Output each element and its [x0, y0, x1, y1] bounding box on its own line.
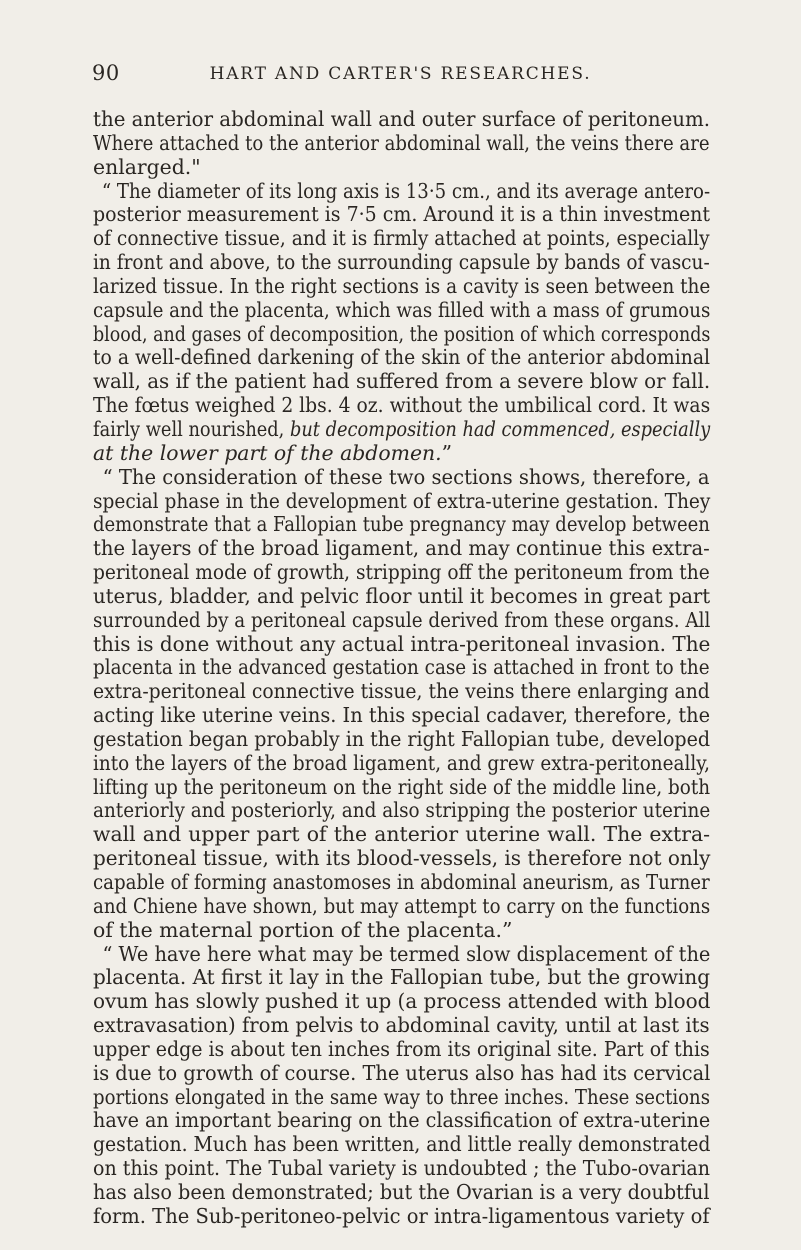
text-line: enlarged." [93, 154, 201, 179]
text-line: this is done without any actual intra-peritoneal invasion. The [93, 631, 711, 656]
text-line: uterus, bladder, and pelvic floor until it becomes in great part [93, 583, 711, 608]
text-line: demonstrate that a Fallopian tube pregnancy may develop between [93, 512, 710, 537]
text-line: of connective tissue, and it is firmly attached at points, especially [93, 226, 710, 251]
text-line: “ The diameter of its long axis is 13·5 cm., and its average antero- [101, 178, 711, 203]
italic-text-run: at the lower part of the abdomen. [93, 440, 442, 465]
text-line: form. The Sub-peritoneo-pelvic or intra-ligamentous variety of [93, 1203, 710, 1228]
text-line [93, 416, 711, 442]
text-run: fairly well nourished, [93, 416, 290, 441]
text-line: The fœtus weighed 2 lbs. 4 oz. without the umbilical cord. It was [93, 393, 711, 418]
page-number: 90 [92, 61, 120, 85]
text-line: wall and upper part of the anterior uterine wall. The extra- [93, 822, 710, 847]
text-line: “ The consideration of these two sections shows, therefore, a [102, 464, 710, 489]
text-line [93, 442, 710, 466]
text-line: surrounded by a peritoneal capsule derived from these organs. All [93, 607, 711, 632]
text-line: anteriorly and posteriorly, and also stripping the posterior uterine [93, 798, 711, 823]
text-line: capsule and the placenta, which was filled with a mass of grumous [93, 297, 711, 322]
italic-text-run: but decomposition had commenced, especially [289, 416, 711, 441]
text-line: special phase in the development of extra-uterine gestation. They [93, 488, 711, 513]
text-line: in front and above, to the surrounding capsule by bands of vascu- [93, 250, 710, 275]
text-line: into the layers of the broad ligament, and grew extra-peritoneally, [93, 750, 711, 775]
text-line: to a well-defined darkening of the skin of the anterior abdominal [93, 345, 711, 370]
text-line: acting like uterine veins. In this special cadaver, therefore, the [93, 703, 711, 728]
text-line: posterior measurement is 7·5 cm. Around it is a thin investment [93, 202, 711, 227]
text-line: peritoneal tissue, with its blood-vessels, is therefore not only [93, 846, 711, 871]
text-line: peritoneal mode of growth, stripping off the peritoneum from the [93, 560, 710, 585]
text-line: on this point. The Tubal variety is undoubted ; the Tubo-ovarian [93, 1156, 710, 1181]
running-head: HART AND CARTER'S RESEARCHES. [209, 64, 592, 84]
text-line: wall, as if the patient had suffered from a severe blow or fall. [93, 369, 711, 394]
text-line: the anterior abdominal wall and outer surface of peritoneum. [93, 107, 711, 131]
page-header [0, 58, 801, 92]
text-line: is due to growth of course. The uterus also has had its cervical [93, 1060, 711, 1085]
text-run: ” [441, 440, 453, 465]
text-line: and Chiene have shown, but may attempt to carry on the functions [93, 893, 711, 918]
text-line: upper edge is about ten inches from its original site. Part of this [93, 1036, 710, 1061]
text-line: Where attached to the anterior abdominal wall, the veins there are [93, 130, 710, 155]
text-line: placenta in the advanced gestation case is attached in front to the [93, 655, 710, 680]
text-line: portions elongated in the same way to three inches. These sections [93, 1084, 710, 1109]
text-line: extra-peritoneal connective tissue, the veins there enlarging and [93, 679, 710, 704]
text-line: have an important bearing on the classification of extra-uterine [93, 1108, 711, 1133]
body-text [93, 108, 710, 1229]
text-line: placenta. At first it lay in the Fallopian tube, but the growing [93, 965, 711, 990]
text-line: gestation began probably in the right Fallopian tube, developed [93, 726, 711, 751]
text-line: ovum has slowly pushed it up (a process attended with blood [93, 989, 711, 1014]
text-line: the layers of the broad ligament, and may continue this extra- [93, 536, 710, 561]
text-line: lifting up the peritoneum on the right side of the middle line, both [93, 774, 711, 799]
text-line: has also been demonstrated; but the Ovarian is a very doubtful [93, 1179, 710, 1204]
text-line: of the maternal portion of the placenta.” [93, 917, 513, 942]
text-line: extravasation) from pelvis to abdominal cavity, until at last its [93, 1013, 710, 1038]
text-line: blood, and gases of decomposition, the position of which corresponds [93, 321, 711, 346]
text-line: capable of forming anastomoses in abdominal aneurism, as Turner [93, 870, 710, 894]
text-line: larized tissue. In the right sections is a cavity is seen between the [93, 273, 711, 298]
text-line: gestation. Much has been written, and little really demonstrated [93, 1132, 711, 1157]
text-line: “ We have here what may be termed slow displacement of the [102, 941, 711, 966]
